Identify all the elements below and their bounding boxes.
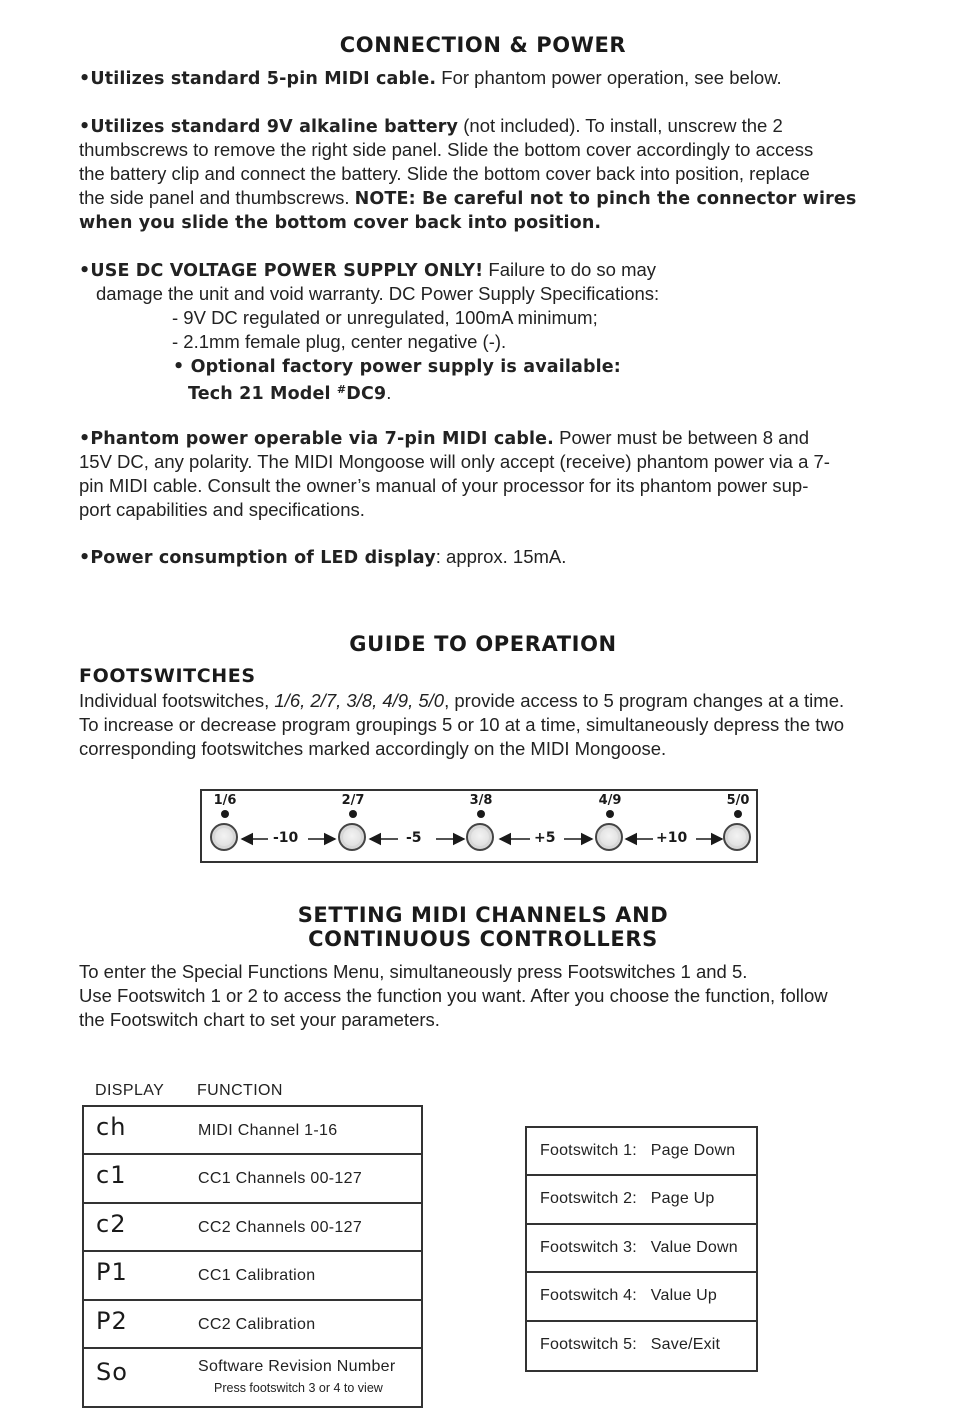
display-function: CC2 Channels 00-127 xyxy=(198,1218,363,1236)
phantom-power-paragraph xyxy=(79,426,909,522)
midi-title-line-2: CONTINUOUS CONTROLLERS xyxy=(308,927,658,951)
display-code: ch xyxy=(96,1113,127,1141)
footswitch-label-3: 3/8 xyxy=(469,793,493,808)
midi-line-1: To enter the Special Functions Menu, simultaneously press Footswitches 1 and 5. xyxy=(79,961,748,982)
footswitch-label-2: 2/7 xyxy=(341,793,365,808)
dc-model-symbol: # xyxy=(336,383,347,396)
display-function-table xyxy=(82,1105,423,1408)
display-function: MIDI Channel 1-16 xyxy=(198,1122,338,1139)
list-item xyxy=(527,1128,756,1176)
battery-line-1: (not included). To install, unscrew the 2 xyxy=(458,115,783,136)
battery-note-bold-2: when you slide the bottom cover back into position. xyxy=(79,213,602,233)
dc-spec-1: - 9V DC regulated or unregulated, 100mA minimum; xyxy=(172,307,598,328)
midi-paragraph xyxy=(79,960,939,1032)
dc-optional-2: Tech 21 Model xyxy=(188,384,337,404)
footswitches-subhead: FOOTSWITCHES xyxy=(79,665,256,687)
footswitch-chart-entry: Footswitch 2: Page Up xyxy=(540,1190,715,1208)
table-row xyxy=(84,1252,421,1300)
guide-title: GUIDE TO OPERATION xyxy=(349,632,617,656)
guide-line-1b: , provide access to 5 program changes at a time. xyxy=(444,690,845,711)
footswitch-diagram xyxy=(200,789,758,863)
led-power-paragraph xyxy=(79,545,909,569)
midi-cable-paragraph xyxy=(79,66,909,90)
footswitch-chart-entry: Footswitch 5: Save/Exit xyxy=(540,1335,721,1353)
footswitch-led-1 xyxy=(221,810,229,818)
battery-note-bold: NOTE: Be careful not to pinch the connector wires xyxy=(354,189,857,209)
phantom-line-3: pin MIDI cable. Consult the owner’s manual of your processor for its phantom power sup- xyxy=(79,475,809,496)
list-item xyxy=(527,1273,756,1321)
footswitch-knob-1 xyxy=(210,823,238,851)
step-label-minus10: -10 xyxy=(270,830,301,846)
footswitch-label-1: 1/6 xyxy=(213,793,237,808)
led-bold: •Power consumption of LED display xyxy=(79,548,436,568)
display-code: c1 xyxy=(96,1161,127,1190)
midi-line-3: the Footswitch chart to set your parameters. xyxy=(79,1009,440,1030)
footswitch-led-2 xyxy=(349,810,357,818)
midi-line-2: Use Footswitch 1 or 2 to access the function you want. After you choose the function, follow xyxy=(79,985,828,1006)
table-row xyxy=(84,1301,421,1349)
dc-spec-2: - 2.1mm female plug, center negative (-). xyxy=(172,331,507,352)
guide-line-1-footswitch-list: 1/6, 2/7, 3/8, 4/9, 5/0 xyxy=(274,690,445,711)
led-text: : approx. 15mA. xyxy=(435,546,567,567)
footswitch-knob-4 xyxy=(595,823,623,851)
display-function: CC1 Calibration xyxy=(198,1267,316,1285)
dc-warning-bold: •USE DC VOLTAGE POWER SUPPLY ONLY! xyxy=(79,261,484,281)
dc-power-paragraph xyxy=(79,258,909,402)
dc-line-2: damage the unit and void warranty. DC Power Supply Specifications: xyxy=(96,283,660,304)
footswitch-led-3 xyxy=(477,810,485,818)
dc-optional-1: • Optional factory power supply is available: xyxy=(173,357,621,377)
footswitch-led-5 xyxy=(734,810,742,818)
display-function: CC2 Calibration xyxy=(198,1315,316,1333)
phantom-line-4: port capabilities and specifications. xyxy=(79,499,365,520)
dc-model: DC9 xyxy=(346,384,387,404)
display-column-header: DISPLAY xyxy=(95,1082,165,1099)
guide-line-3: corresponding footswitches marked accordingly on the MIDI Mongoose. xyxy=(79,738,667,759)
table-row xyxy=(84,1107,421,1155)
phantom-line-1: Power must be between 8 and xyxy=(553,427,810,448)
footswitch-label-4: 4/9 xyxy=(598,793,622,808)
footswitch-chart-entry: Footswitch 4: Value Up xyxy=(540,1287,718,1305)
guide-line-1a: Individual footswitches, xyxy=(79,690,275,711)
footswitch-label-5: 5/0 xyxy=(726,793,750,808)
dc-line-1: Failure to do so may xyxy=(483,259,657,280)
footswitch-chart-entry: Footswitch 1: Page Down xyxy=(540,1142,736,1159)
display-code: P2 xyxy=(96,1306,128,1335)
phantom-bold: •Phantom power operable via 7-pin MIDI cable. xyxy=(79,429,554,449)
table-row xyxy=(84,1204,421,1252)
step-label-plus5: +5 xyxy=(531,830,558,846)
display-code: P1 xyxy=(96,1258,128,1287)
guide-line-2: To increase or decrease program groupings 5 or 10 at a time, simultaneously depress the two xyxy=(79,714,845,735)
footswitches-paragraph xyxy=(79,689,939,761)
footswitch-chart xyxy=(525,1126,758,1372)
midi-cable-text: For phantom power operation, see below. xyxy=(436,67,782,88)
display-code: So xyxy=(96,1357,128,1386)
battery-paragraph xyxy=(79,114,909,234)
footswitch-led-4 xyxy=(606,810,614,818)
list-item xyxy=(527,1322,756,1370)
phantom-line-2: 15V DC, any polarity. The MIDI Mongoose will only accept (receive) phantom power via a 7- xyxy=(79,451,830,472)
footswitch-chart-entry: Footswitch 3: Value Down xyxy=(540,1238,738,1256)
display-code: c2 xyxy=(96,1209,127,1238)
midi-title-line-1: SETTING MIDI CHANNELS AND xyxy=(297,903,669,927)
connection-power-title: CONNECTION & POWER xyxy=(339,33,627,57)
display-function: CC1 Channels 00-127 xyxy=(198,1170,363,1188)
step-label-plus10: +10 xyxy=(653,830,690,846)
battery-line-4: the side panel and thumbscrews. xyxy=(79,187,355,208)
battery-bold: •Utilizes standard 9V alkaline battery xyxy=(79,117,459,137)
midi-cable-bold: •Utilizes standard 5-pin MIDI cable. xyxy=(79,69,437,89)
table-row xyxy=(84,1155,421,1203)
display-note: Press footswitch 3 or 4 to view xyxy=(214,1380,383,1395)
function-column-header: FUNCTION xyxy=(197,1082,283,1099)
battery-line-3: the battery clip and connect the battery. Slide the bottom cover back into position, replace xyxy=(79,163,810,184)
battery-line-2: thumbscrews to remove the right side panel. Slide the bottom cover accordingly to access xyxy=(79,139,814,160)
step-label-minus5: -5 xyxy=(403,830,425,846)
list-item xyxy=(527,1225,756,1273)
display-function: Software Revision Number xyxy=(198,1357,396,1375)
footswitch-knob-3 xyxy=(466,823,494,851)
table-row xyxy=(84,1349,421,1406)
footswitch-knob-2 xyxy=(338,823,366,851)
footswitch-knob-5 xyxy=(723,823,751,851)
dc-optional-end: . xyxy=(386,382,392,403)
list-item xyxy=(527,1176,756,1224)
